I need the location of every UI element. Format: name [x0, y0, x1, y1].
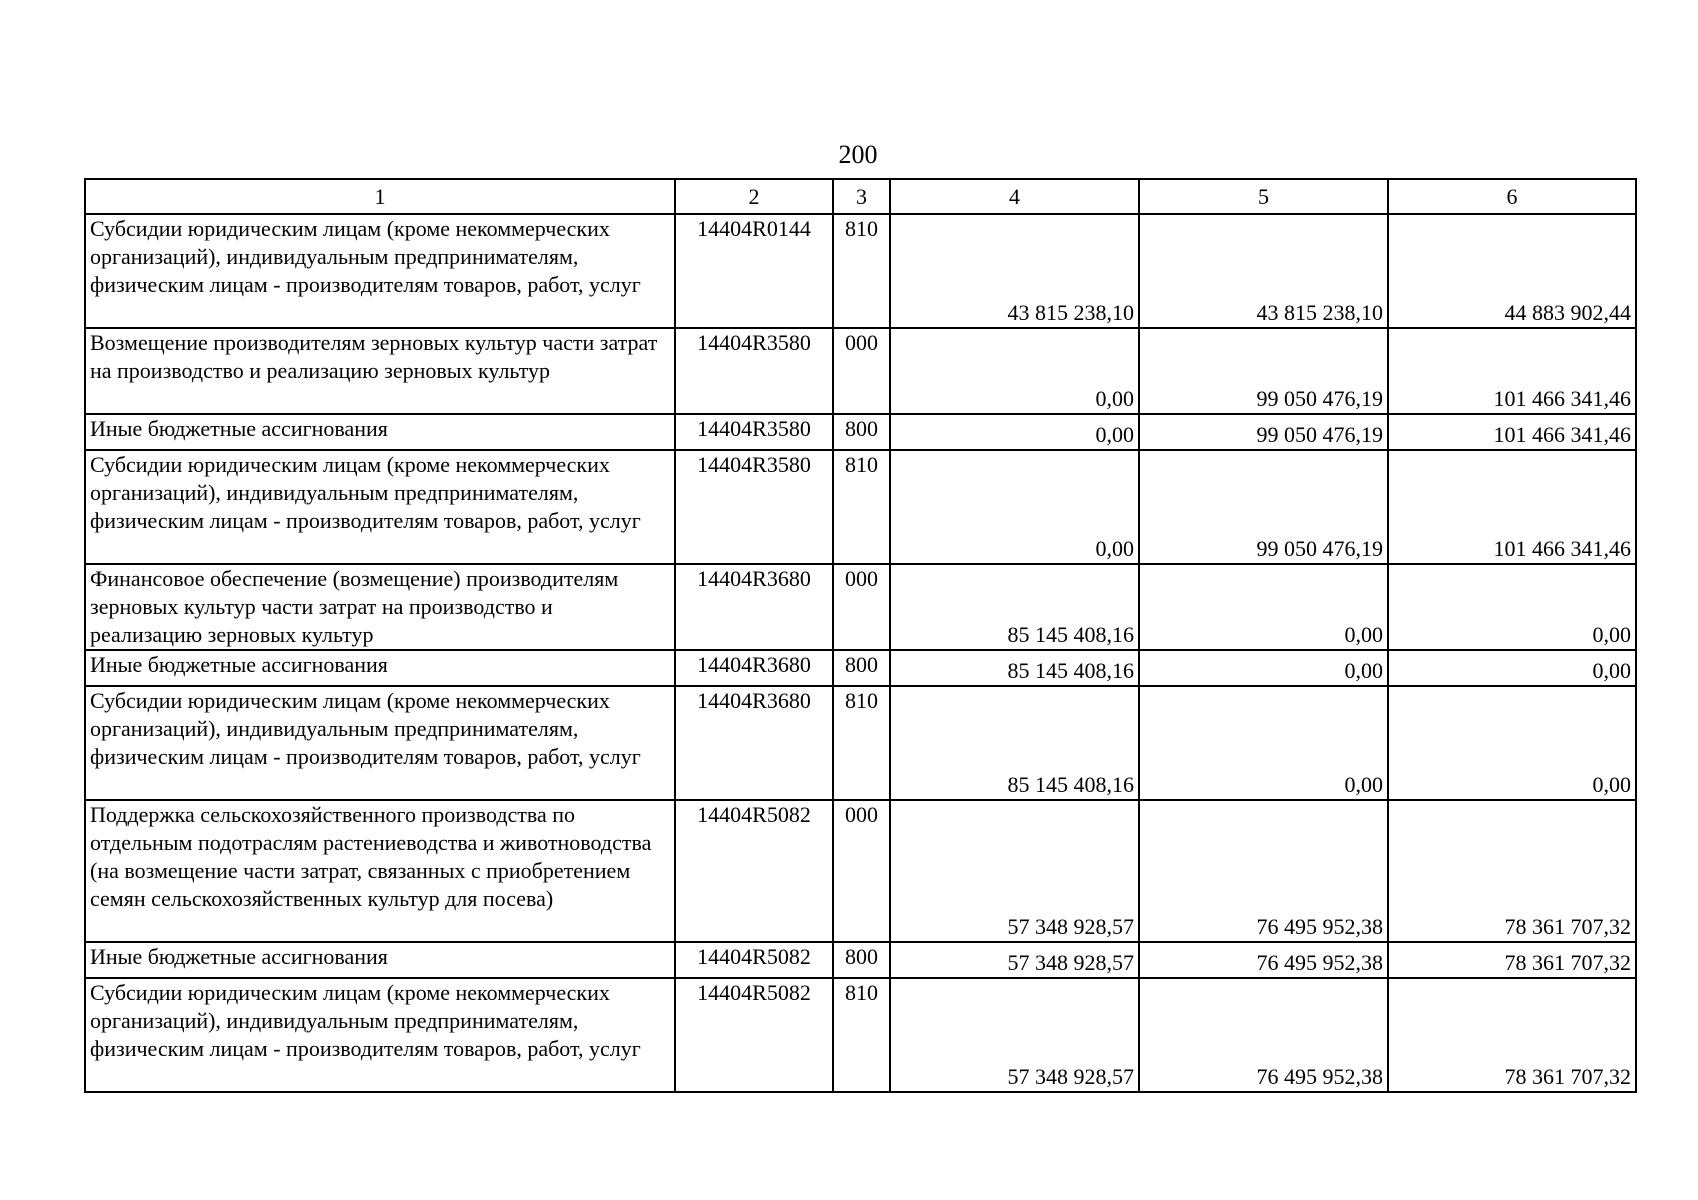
row-target-code: 14404R3580 — [675, 450, 833, 564]
row-expense-type: 800 — [833, 942, 890, 978]
row-amount-col6: 101 466 341,46 — [1388, 328, 1636, 414]
row-target-code: 14404R3680 — [675, 564, 833, 650]
row-name: Финансовое обеспечение (возмещение) производителям зерновых культур части затрат на производство и реализацию зерновых культур — [85, 564, 675, 650]
row-amount-col4: 0,00 — [890, 328, 1139, 414]
column-header-1: 1 — [85, 179, 675, 214]
row-name: Иные бюджетные ассигнования — [85, 414, 675, 450]
row-amount-col6: 78 361 707,32 — [1388, 978, 1636, 1092]
row-amount-col4: 57 348 928,57 — [890, 800, 1139, 942]
row-amount-col5: 99 050 476,19 — [1139, 450, 1388, 564]
row-amount-col5: 99 050 476,19 — [1139, 414, 1388, 450]
row-name: Иные бюджетные ассигнования — [85, 650, 675, 686]
table-row — [85, 650, 1636, 686]
row-amount-col6: 78 361 707,32 — [1388, 800, 1636, 942]
row-amount-col6: 78 361 707,32 — [1388, 942, 1636, 978]
row-expense-type: 810 — [833, 978, 890, 1092]
row-amount-col5: 76 495 952,38 — [1139, 942, 1388, 978]
row-amount-col6: 0,00 — [1388, 650, 1636, 686]
row-name: Возмещение производителям зерновых культур части затрат на производство и реализацию зерновых культур — [85, 328, 675, 414]
row-expense-type: 000 — [833, 800, 890, 942]
row-target-code: 14404R3580 — [675, 414, 833, 450]
page-number: 200 — [838, 140, 878, 169]
row-amount-col4: 85 145 408,16 — [890, 564, 1139, 650]
row-amount-col4: 85 145 408,16 — [890, 650, 1139, 686]
table-row — [85, 214, 1636, 328]
row-amount-col5: 76 495 952,38 — [1139, 800, 1388, 942]
table-row — [85, 450, 1636, 564]
row-expense-type: 810 — [833, 450, 890, 564]
row-amount-col4: 57 348 928,57 — [890, 978, 1139, 1092]
row-target-code: 14404R3580 — [675, 328, 833, 414]
row-amount-col6: 101 466 341,46 — [1388, 414, 1636, 450]
row-amount-col4: 57 348 928,57 — [890, 942, 1139, 978]
column-header-3: 3 — [833, 179, 890, 214]
table-row — [85, 414, 1636, 450]
row-expense-type: 800 — [833, 414, 890, 450]
row-name: Субсидии юридическим лицам (кроме некоммерческих организаций), индивидуальным предпринимателям, физическим лицам - производителям товаров, работ, услуг — [85, 978, 675, 1092]
row-name: Поддержка сельскохозяйственного производства по отдельным подотраслям растениеводства и животноводства (на возмещение части затрат, связанных с приобретением семян сельскохозяйственных культур для посева) — [85, 800, 675, 942]
row-amount-col5: 0,00 — [1139, 650, 1388, 686]
column-header-6: 6 — [1388, 179, 1636, 214]
row-expense-type: 000 — [833, 328, 890, 414]
table-row — [85, 564, 1636, 650]
column-header-4: 4 — [890, 179, 1139, 214]
row-amount-col4: 85 145 408,16 — [890, 686, 1139, 800]
row-expense-type: 810 — [833, 686, 890, 800]
row-amount-col6: 44 883 902,44 — [1388, 214, 1636, 328]
row-name: Субсидии юридическим лицам (кроме некоммерческих организаций), индивидуальным предпринимателям, физическим лицам - производителям товаров, работ, услуг — [85, 686, 675, 800]
table-row — [85, 800, 1636, 942]
row-amount-col5: 0,00 — [1139, 564, 1388, 650]
row-target-code: 14404R0144 — [675, 214, 833, 328]
table-row — [85, 328, 1636, 414]
row-amount-col5: 99 050 476,19 — [1139, 328, 1388, 414]
row-amount-col4: 43 815 238,10 — [890, 214, 1139, 328]
row-target-code: 14404R5082 — [675, 800, 833, 942]
row-expense-type: 000 — [833, 564, 890, 650]
table-row — [85, 942, 1636, 978]
table-header-row — [85, 179, 1636, 214]
row-name: Субсидии юридическим лицам (кроме некоммерческих организаций), индивидуальным предпринимателям, физическим лицам - производителям товаров, работ, услуг — [85, 214, 675, 328]
row-amount-col6: 0,00 — [1388, 686, 1636, 800]
row-name: Субсидии юридическим лицам (кроме некоммерческих организаций), индивидуальным предпринимателям, физическим лицам - производителям товаров, работ, услуг — [85, 450, 675, 564]
row-name: Иные бюджетные ассигнования — [85, 942, 675, 978]
row-target-code: 14404R3680 — [675, 686, 833, 800]
row-target-code: 14404R5082 — [675, 942, 833, 978]
row-amount-col5: 76 495 952,38 — [1139, 978, 1388, 1092]
row-expense-type: 810 — [833, 214, 890, 328]
row-amount-col5: 43 815 238,10 — [1139, 214, 1388, 328]
budget-table — [84, 178, 1637, 1093]
table-row — [85, 978, 1636, 1092]
column-header-5: 5 — [1139, 179, 1388, 214]
row-amount-col6: 101 466 341,46 — [1388, 450, 1636, 564]
row-target-code: 14404R3680 — [675, 650, 833, 686]
row-amount-col5: 0,00 — [1139, 686, 1388, 800]
row-expense-type: 800 — [833, 650, 890, 686]
row-amount-col6: 0,00 — [1388, 564, 1636, 650]
row-target-code: 14404R5082 — [675, 978, 833, 1092]
row-amount-col4: 0,00 — [890, 414, 1139, 450]
table-row — [85, 686, 1636, 800]
row-amount-col4: 0,00 — [890, 450, 1139, 564]
column-header-2: 2 — [675, 179, 833, 214]
